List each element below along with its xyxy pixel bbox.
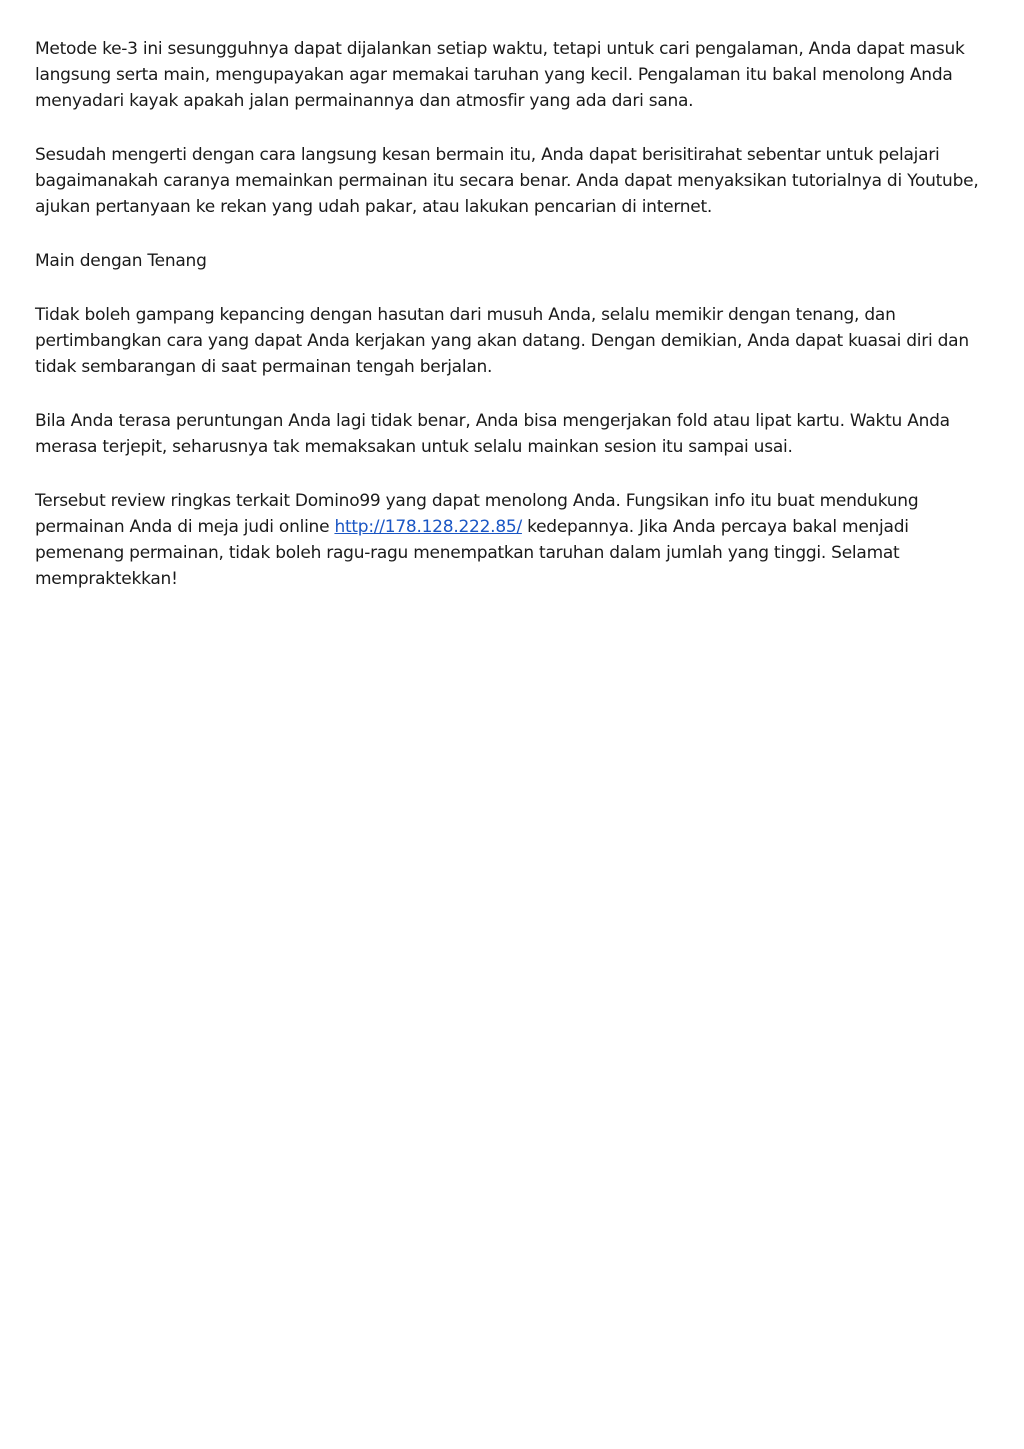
paragraph-bila-anda: Bila Anda terasa peruntungan Anda lagi tidak benar, Anda bisa mengerjakan fold atau lipat kartu. Waktu Anda merasa terjepit, seharusnya tak memaksakan untuk selalu mainkan sesion itu sampai usai. <box>35 411 950 457</box>
paragraph-sesudah: Sesudah mengerti dengan cara langsung kesan bermain itu, Anda dapat berisitirahat sebentar untuk pelajari bagaimanakah caranya memainkan permainan itu secara benar. Anda dapat menyaksikan tutorialnya di Youtube, ajukan pertanyaan ke rekan yang udah pakar, atau lakukan pencarian di internet. <box>35 145 979 217</box>
site-link[interactable]: http://178.128.222.85/ <box>334 517 522 537</box>
document-page <box>35 36 985 620</box>
paragraph-metode: Metode ke-3 ini sesungguhnya dapat dijalankan setiap waktu, tetapi untuk cari pengalaman, Anda dapat masuk langsung serta main, mengupayakan agar memakai taruhan yang kecil. Pengalaman itu bakal menolong Anda menyadari kayak apakah jalan permainannya dan atmosfir yang ada dari sana. <box>35 39 965 111</box>
final-text-before-link: Tersebut review ringkas terkait Domino99 yang dapat menolong Anda. Fungsikan info itu buat mendukung permainan Anda di meja judi online <box>35 491 919 537</box>
paragraph-tersebut-review <box>35 488 985 592</box>
paragraph-tidak-boleh: Tidak boleh gampang kepancing dengan hasutan dari musuh Anda, selalu memikir dengan tenang, dan pertimbangkan cara yang dapat Anda kerjakan yang akan datang. Dengan demikian, Anda dapat kuasai diri dan tidak sembarangan di saat permainan tengah berjalan. <box>35 305 969 377</box>
final-text-after-link: kedepannya. Jika Anda percaya bakal menjadi pemenang permainan, tidak boleh ragu-ragu menempatkan taruhan dalam jumlah yang tinggi. Selamat mempraktekkan! <box>35 517 909 589</box>
section-heading-main-dengan-tenang: Main dengan Tenang <box>35 251 207 271</box>
